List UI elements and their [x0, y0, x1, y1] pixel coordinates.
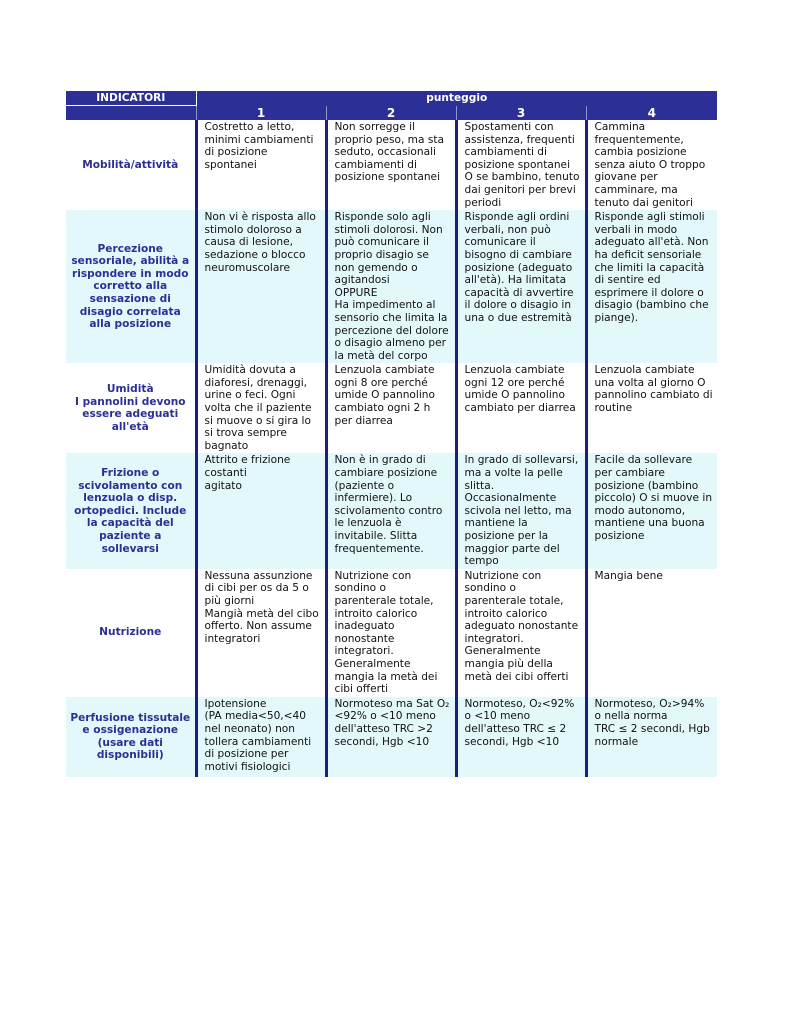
cell-text: Lenzuola cambiate ogni 8 ore perché umide O pannolino cambiato ogni 2 h per diarrea — [334, 364, 436, 427]
indicator-mobility — [66, 120, 196, 210]
table-cell — [456, 210, 586, 363]
cell-text: Costretto a letto, minimi cambiamenti di posizione spontanei — [204, 121, 314, 171]
score-2-header: 2 — [326, 106, 456, 121]
table-cell — [586, 363, 717, 453]
table-cell — [196, 210, 326, 363]
cell-text: Attrito e frizione costanti agitato — [204, 454, 291, 492]
cell-text: Umidità dovuta a diaforesi, drenaggi, urine o feci. Ogni volta che il paziente si muove o si gira lo si trova sempre bagnato — [204, 364, 312, 452]
braden-q-scale-table — [66, 91, 717, 777]
table-cell — [326, 210, 456, 363]
table-row — [66, 569, 717, 697]
table-cell — [586, 120, 717, 210]
cell-text: Nessuna assunzione di cibi per os da 5 o più giorni Mangià metà del cibo offerto. Non assume integratori — [204, 569, 319, 645]
indicator-label: Umidità I pannolini devono essere adeguati all'età — [74, 383, 186, 433]
cell-text: Facile da sollevare per cambiare posizione (bambino piccolo) O si muove in modo autonomo, mantiene una buona posizione — [594, 454, 713, 542]
table-row — [66, 453, 717, 568]
indicator-sensory-perception — [66, 210, 196, 363]
indicator-perfusion-oxygenation — [66, 697, 196, 777]
cell-text: Risponde agli stimoli verbali in modo adeguato all'età. Non ha deficit sensoriale che limiti la capacità di sentire ed esprimere il dolore o disagio (bambino che piange). — [594, 211, 709, 324]
cell-text: Non vi è risposta allo stimolo doloroso a causa di lesione, sedazione o blocco neuromuscolare — [204, 211, 316, 274]
score-header: punteggio — [196, 91, 717, 106]
cell-text: In grado di sollevarsi, ma a volte la pelle slitta. Occasionalmente scivola nel letto, ma mantiene la posizione per la maggior parte del tempo — [464, 454, 579, 568]
table-cell — [196, 120, 326, 210]
table-cell — [196, 453, 326, 568]
indicator-label: Perfusione tissutale e ossigenazione (usare dati disponibili) — [70, 711, 191, 762]
cell-text: Normoteso ma Sat O₂ <92% o <10 meno dell'atteso TRC >2 secondi, Hgb <10 — [334, 697, 450, 748]
score-3-header: 3 — [456, 106, 586, 121]
table-cell — [456, 453, 586, 568]
indicator-label: Percezione sensoriale, abilità a rispondere in modo corretto alla sensazione di disagio correlata alla posizione — [71, 242, 190, 331]
table-row — [66, 210, 717, 363]
table-row — [66, 697, 717, 777]
table-row — [66, 120, 717, 210]
indicator-label: Mobilità/attività — [82, 158, 179, 171]
table-cell — [456, 697, 586, 777]
cell-text: Lenzuola cambiate una volta al giorno O pannolino cambiato di routine — [594, 364, 713, 415]
table-cell — [326, 120, 456, 210]
table-cell — [586, 453, 717, 568]
table-cell — [326, 697, 456, 777]
indicator-label: Nutrizione — [99, 626, 162, 639]
indicator-label: Frizione o scivolamento con lenzuola o disp. ortopedici. Include la capacità del paziente a sollevarsi — [74, 467, 187, 555]
table-cell — [456, 120, 586, 210]
cell-text: Normoteso, O₂<92% o <10 meno dell'atteso TRC ≤ 2 secondi, Hgb <10 — [464, 697, 575, 748]
table-cell — [326, 453, 456, 568]
indicator-moisture — [66, 363, 196, 453]
cell-text: Risponde solo agli stimoli dolorosi. Non può comunicare il proprio disagio se non gemendo o agitandosi OPPURE Ha impedimento al sensorio che limita la percezione del dolore o disagio almeno per la metà del corpo — [334, 211, 449, 362]
cell-text: Nutrizione con sondino o parenterale totale, introito calorico inadeguato nonostante integratori. Generalmente mangia la metà dei cibi offerti — [334, 569, 438, 696]
table-row — [66, 363, 717, 453]
table-cell — [196, 569, 326, 697]
cell-text: Non sorregge il proprio peso, ma sta seduto, occasionali cambiamenti di posizione spontanei — [334, 121, 445, 184]
table-cell — [586, 697, 717, 777]
cell-text: Cammina frequentemente, cambia posizione senza aiuto O troppo giovane per camminare, ma tenuto dai genitori — [594, 121, 706, 209]
cell-text: Mangia bene — [594, 569, 663, 582]
table-cell — [326, 363, 456, 453]
indicator-nutrition — [66, 569, 196, 697]
header-row-top — [66, 91, 717, 106]
indicator-friction-shear — [66, 453, 196, 568]
indicator-header: INDICATORI — [66, 91, 196, 106]
indicator-header-spacer — [66, 106, 196, 121]
cell-text: Spostamenti con assistenza, frequenti cambiamenti di posizione spontanei O se bambino, tenuto dai genitori per brevi periodi — [464, 121, 580, 209]
table-cell — [456, 363, 586, 453]
table-cell — [586, 569, 717, 697]
score-1-header: 1 — [196, 106, 326, 121]
cell-text: Non è in grado di cambiare posizione (paziente o infermiere). Lo scivolamento contro le lenzuola è invitabile. Slitta frequentemente. — [334, 454, 443, 555]
table-cell — [196, 363, 326, 453]
header-row-scores — [66, 106, 717, 121]
table-cell — [326, 569, 456, 697]
score-4-header: 4 — [586, 106, 717, 121]
table-cell — [586, 210, 717, 363]
cell-text: Ipotensione (PA media<50,<40 nel neonato) non tollera cambiamenti di posizione per motivi fisiologici — [204, 697, 312, 773]
table-cell — [196, 697, 326, 777]
cell-text: Normoteso, O₂>94% o nella norma TRC ≤ 2 secondi, Hgb normale — [594, 697, 710, 748]
table-cell — [456, 569, 586, 697]
cell-text: Nutrizione con sondino o parenterale totale, introito calorico adeguato nonostante integratori. Generalmente mangia più della metà dei cibi offerti — [464, 569, 579, 683]
cell-text: Risponde agli ordini verbali, non può comunicare il bisogno di cambiare posizione (adeguato all'età). Ha limitata capacità di avvertire il dolore o disagio in una o due estremità — [464, 211, 574, 324]
cell-text: Lenzuola cambiate ogni 12 ore perché umide O pannolino cambiato per diarrea — [464, 364, 576, 415]
